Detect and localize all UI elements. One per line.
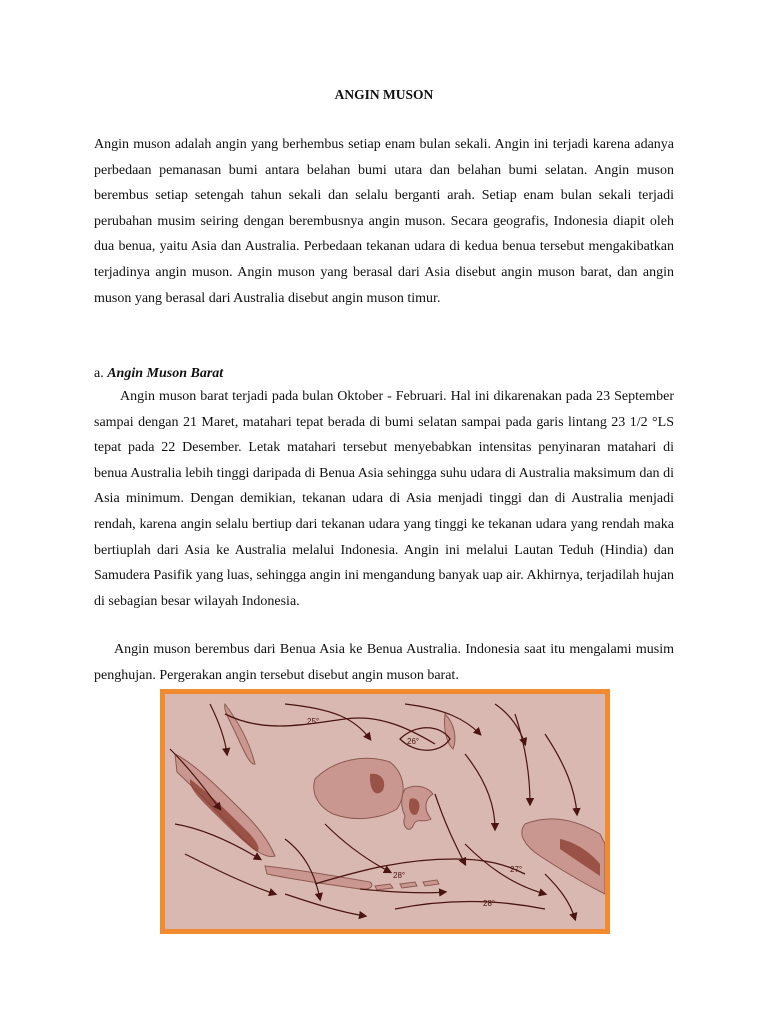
- java-island: [265, 866, 372, 889]
- section-heading: [94, 361, 223, 387]
- section-paragraph-2: Angin muson berembus dari Benua Asia ke Benua Australia. Indonesia saat itu mengalami musim penghujan. Pergerakan angin tersebut disebut angin muson barat.: [94, 642, 674, 683]
- document-title: ANGIN MUSON: [334, 87, 434, 102]
- isotherm-label: 28°: [393, 871, 406, 880]
- section-paragraph-1: Angin muson barat terjadi pada bulan Oktober - Februari. Hal ini dikarenakan pada 23 September sampai dengan 21 Maret, matahari tepat berada di bumi selatan sampai pada garis lintang 23 1/2 °LS tepat pada 22 Desember. Letak matahari tersebut menyebabkan intensitas penyinaran matahari di benua Australia lebih tinggi daripada di Benua Asia sehingga suhu udara di Australia maksimum dan di Asia minimum. Dengan demikian, tekanan udara di Asia menjadi tinggi dan di Australia menjadi rendah, karena angin selalu bertiup dari tekanan udara yang tinggi ke tekanan udara yang rendah maka bertiuplah dari Asia ke Australia melalui Indonesia. Angin ini melalui Lautan Teduh (Hindia) dan Samudera Pasifik yang luas, sehingga angin ini mengandung banyak uap air. Akhirnya, terjadilah hujan di sebagian besar wilayah Indonesia.: [94, 389, 674, 609]
- borneo-island: [314, 758, 403, 818]
- sumatra-island: [175, 754, 275, 857]
- malay-peninsula: [225, 704, 255, 764]
- section-prefix: a.: [94, 366, 108, 381]
- isotherm-label: 27°: [510, 865, 523, 874]
- isotherm-label: 25°: [307, 717, 320, 726]
- monsoon-map-figure: [160, 689, 610, 934]
- monsoon-map: [165, 694, 605, 929]
- isotherm-label: 26°: [407, 737, 420, 746]
- section-heading-text: Angin Muson Barat: [107, 366, 224, 381]
- isotherm-label: 28°: [483, 899, 496, 908]
- nusa-tenggara-islands: [375, 880, 439, 890]
- intro-paragraph: Angin muson adalah angin yang berhembus setiap enam bulan sekali. Angin ini terjadi karena adanya perbedaan pemanasan bumi antara belahan bumi utara dan belahan bumi selatan. Angin muson berembus setiap setengah tahun sekali dan selalu berganti arah. Setiap enam bulan sekali terjadi perubahan musim seiring dengan berembusnya angin muson. Secara geografis, Indonesia diapit oleh dua benua, yaitu Asia dan Australia. Perbedaan tekanan udara di kedua benua tersebut mengakibatkan terjadinya angin muson. Angin muson yang berasal dari Asia disebut angin muson barat, dan angin muson yang berasal dari Australia disebut angin muson timur.: [94, 137, 674, 306]
